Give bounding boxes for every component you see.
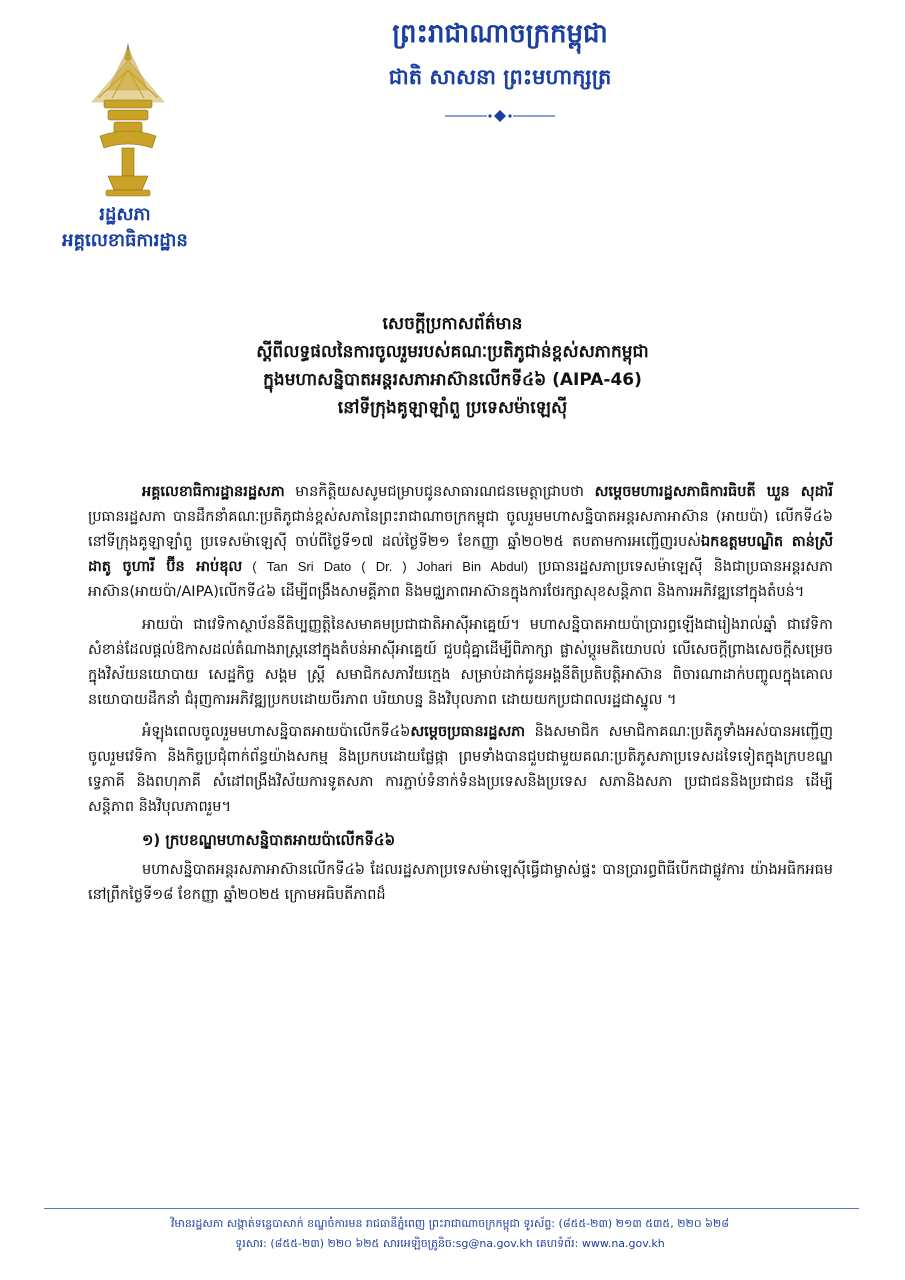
org-name-line2: អគ្គលេខាធិការដ្ឋាន (62, 230, 188, 251)
footer-address: វិមានរដ្ឋសភា សង្កាត់ទន្លេបាសាក់ ខណ្ឌចំការមន រាជធានីភ្នំពេញ ព្រះរាជាណាចក្រកម្ពុជា ទូរស័ព្ទ: (៨៥៥-២៣) ២១៣ ៥៣៥, ២២០ ៦២៨ (170, 1217, 730, 1230)
paragraph-2: អាយប៉ា ជាវេទិកាស្ថាប័ននីតិប្បញ្ញត្តិនៃសមាគមប្រជាជាតិអាស៊ីអាគ្នេយ៍។ មហាសន្និបាតអាយប៉ាប្រារព្ធឡើងជារៀងរាល់ឆ្នាំ ជាវេទិកាសំខាន់ដែលផ្តល់ឱកាសដល់តំណាងរាស្ត្រនៅក្នុងតំបន់អាស៊ីអាគ្នេយ៍ ជួបជុំគ្នាដើម្បីពិភាក្សា ផ្លាស់ប្តូរមតិយោបល់ លើសេចក្តីព្រាងសេចក្តីសម្រេចក្នុងវិស័យនយោបាយ សេដ្ឋកិច្ច សង្គម ស្ត្រី សមាជិកសភាវ័យក្មេង សម្រាប់ដាក់ជូនអង្គនីតិប្រតិបត្តិអាស៊ាន ពិចារណាដាក់បញ្ចូលក្នុងគោលនយោបាយដឹកនាំ ជំរុញការអភិវឌ្ឍប្រកបដោយចីរភាព បរិយាបន្ន និងវិបុលភាព ដោយយកប្រជាពលរដ្ឋជាស្នូល ។ (88, 616, 833, 708)
paragraph-1-bold-start: អគ្គលេខាធិការដ្ឋានរដ្ឋសភា (142, 484, 285, 500)
title-line2: ស្តីពីលទ្ធផលនៃការចូលរួមរបស់គណៈប្រតិភូជាន់ខ្ពស់សភាកម្ពុជា (256, 342, 649, 363)
title-line1: សេចក្តីប្រកាសព័ត៌មាន (382, 314, 523, 334)
footer-divider (44, 1208, 859, 1209)
press-release-body (88, 480, 833, 916)
footer-contact: ទូរសារ: (៨៥៥-២៣) ២២០ ៦២៥ សារអេឡិចត្រូនិច:sg@na.gov.kh គេហទំព័រ: www.na.gov.kh (235, 1237, 665, 1250)
paragraph-3 (88, 720, 833, 820)
paragraph-1-bold-host: ឯកឧត្តមបណ្ឌិត តាន់ស្រី ដាតូ ចូហារី ប៊ីន អាប់ឌុល (88, 533, 834, 575)
section-1-heading: ១) ក្របខណ្ឌមហាសន្និបាតអាយប៉ាលើកទី៤៦ (142, 831, 396, 850)
title-line4: នៅទីក្រុងគូឡាឡាំពួ ប្រទេសម៉ាឡេស៊ី (337, 398, 568, 419)
title-line3: ក្នុងមហាសន្និបាតអន្តរសភាអាស៊ានលើកទី៤៦ (AIPA-46) (263, 370, 642, 391)
paragraph-1-latin-name: ( Tan Sri Dato ( Dr. ) Johari Bin Abdul) (242, 558, 539, 574)
paragraph-1 (88, 480, 833, 605)
national-motto: ជាតិ សាសនា ព្រះមហាក្សត្រ (388, 65, 612, 89)
national-emblem-icon (78, 40, 178, 200)
org-name-line1: រដ្ឋសភា (99, 204, 151, 225)
paragraph-1-text-b: ប្រធានរដ្ឋសភា បានដឹកនាំគណៈប្រតិភូជាន់ខ្ពស់សភានៃព្រះរាជាណាចក្រកម្ពុជា ចូលរួមមហាសន្និបាតអន្តរសភាអាស៊ាន (អាយប៉ា) លើកទី៤៦ នៅទីក្រុងគូឡាឡាំពួ ប្រទេសម៉ាឡេស៊ី ចាប់ពីថ្ងៃទី១៧ ដល់ថ្ងៃទី២១ ខែកញ្ញា ឆ្នាំ២០២៥ តបតាមការអញ្ជើញរបស់ (88, 508, 833, 550)
paragraph-3-bold: សម្តេចប្រធានរដ្ឋសភា (410, 724, 526, 741)
kingdom-title: ព្រះរាជាណាចក្រកម្ពុជា (392, 19, 608, 49)
press-release-title (120, 310, 785, 422)
paragraph-3-text-b: និងសមាជិក សមាជិកាគណៈប្រតិភូទាំងអស់បានអញ្ជើញចូលរួមវេទិកា និងកិច្ចប្រជុំពាក់ព័ន្ធយ៉ាងសកម្ម និងប្រកបដោយផ្លែផ្កា ព្រមទាំងបានជួបជាមួយគណៈប្រតិភូសភាប្រទេសដទៃទៀតក្នុងក្របខណ្ឌទ្វេភាគី និងពហុភាគី សំដៅពង្រឹងវិស័យការទូតសភា ការភ្ជាប់ទំនាក់ទំនងប្រទេសនិងប្រទេស សភានិងសភា ប្រជាជននិងប្រជាជន ដើម្បីសន្តិភាព និងវិបុលភាពរួម។ (88, 724, 833, 816)
paragraph-1-text-a: មានកិត្តិយសសូមជម្រាបជូនសាធារណជនមេត្តាជ្រាបថា (284, 484, 595, 500)
paragraph-1-text-c: ប្រធានរដ្ឋសភាប្រទេសម៉ាឡេស៊ី និងជាប្រធានអន្តរសភាអាស៊ាន(អាយប៉ា/AIPA)លើកទី៤៦ ដើម្បីពង្រឹងសាមគ្គីភាព និងមជ្ឈភាពអាស៊ានក្នុងការថែរក្សាសុខសន្តិភាព និងការអភិវឌ្ឍនៅក្នុងតំបន់។ (88, 558, 833, 600)
paragraph-3-text-a: អំឡុងពេលចូលរួមមហាសន្និបាតអាយប៉ាលើកទី៤៦ (142, 724, 411, 741)
section-1-text: មហាសន្និបាតអន្តរសភាអាស៊ានលើកទី៤៦ ដែលរដ្ឋសភាប្រទេសម៉ាឡេស៊ីធ្វើជាម្ចាស់ផ្ទះ បានប្រារព្ធពិធីបើកជាផ្លូវការ យ៉ាងអធិកអធម នៅព្រឹកថ្ងៃទី១៨ ខែកញ្ញា ឆ្នាំ២០២៥ ក្រោមអធិបតីភាពដ៏ (88, 861, 833, 903)
paragraph-1-bold-person: សម្តេចមហារដ្ឋសភាធិការធិបតី ឃួន សុដារី (594, 484, 833, 500)
ornament-divider-icon (445, 108, 555, 124)
